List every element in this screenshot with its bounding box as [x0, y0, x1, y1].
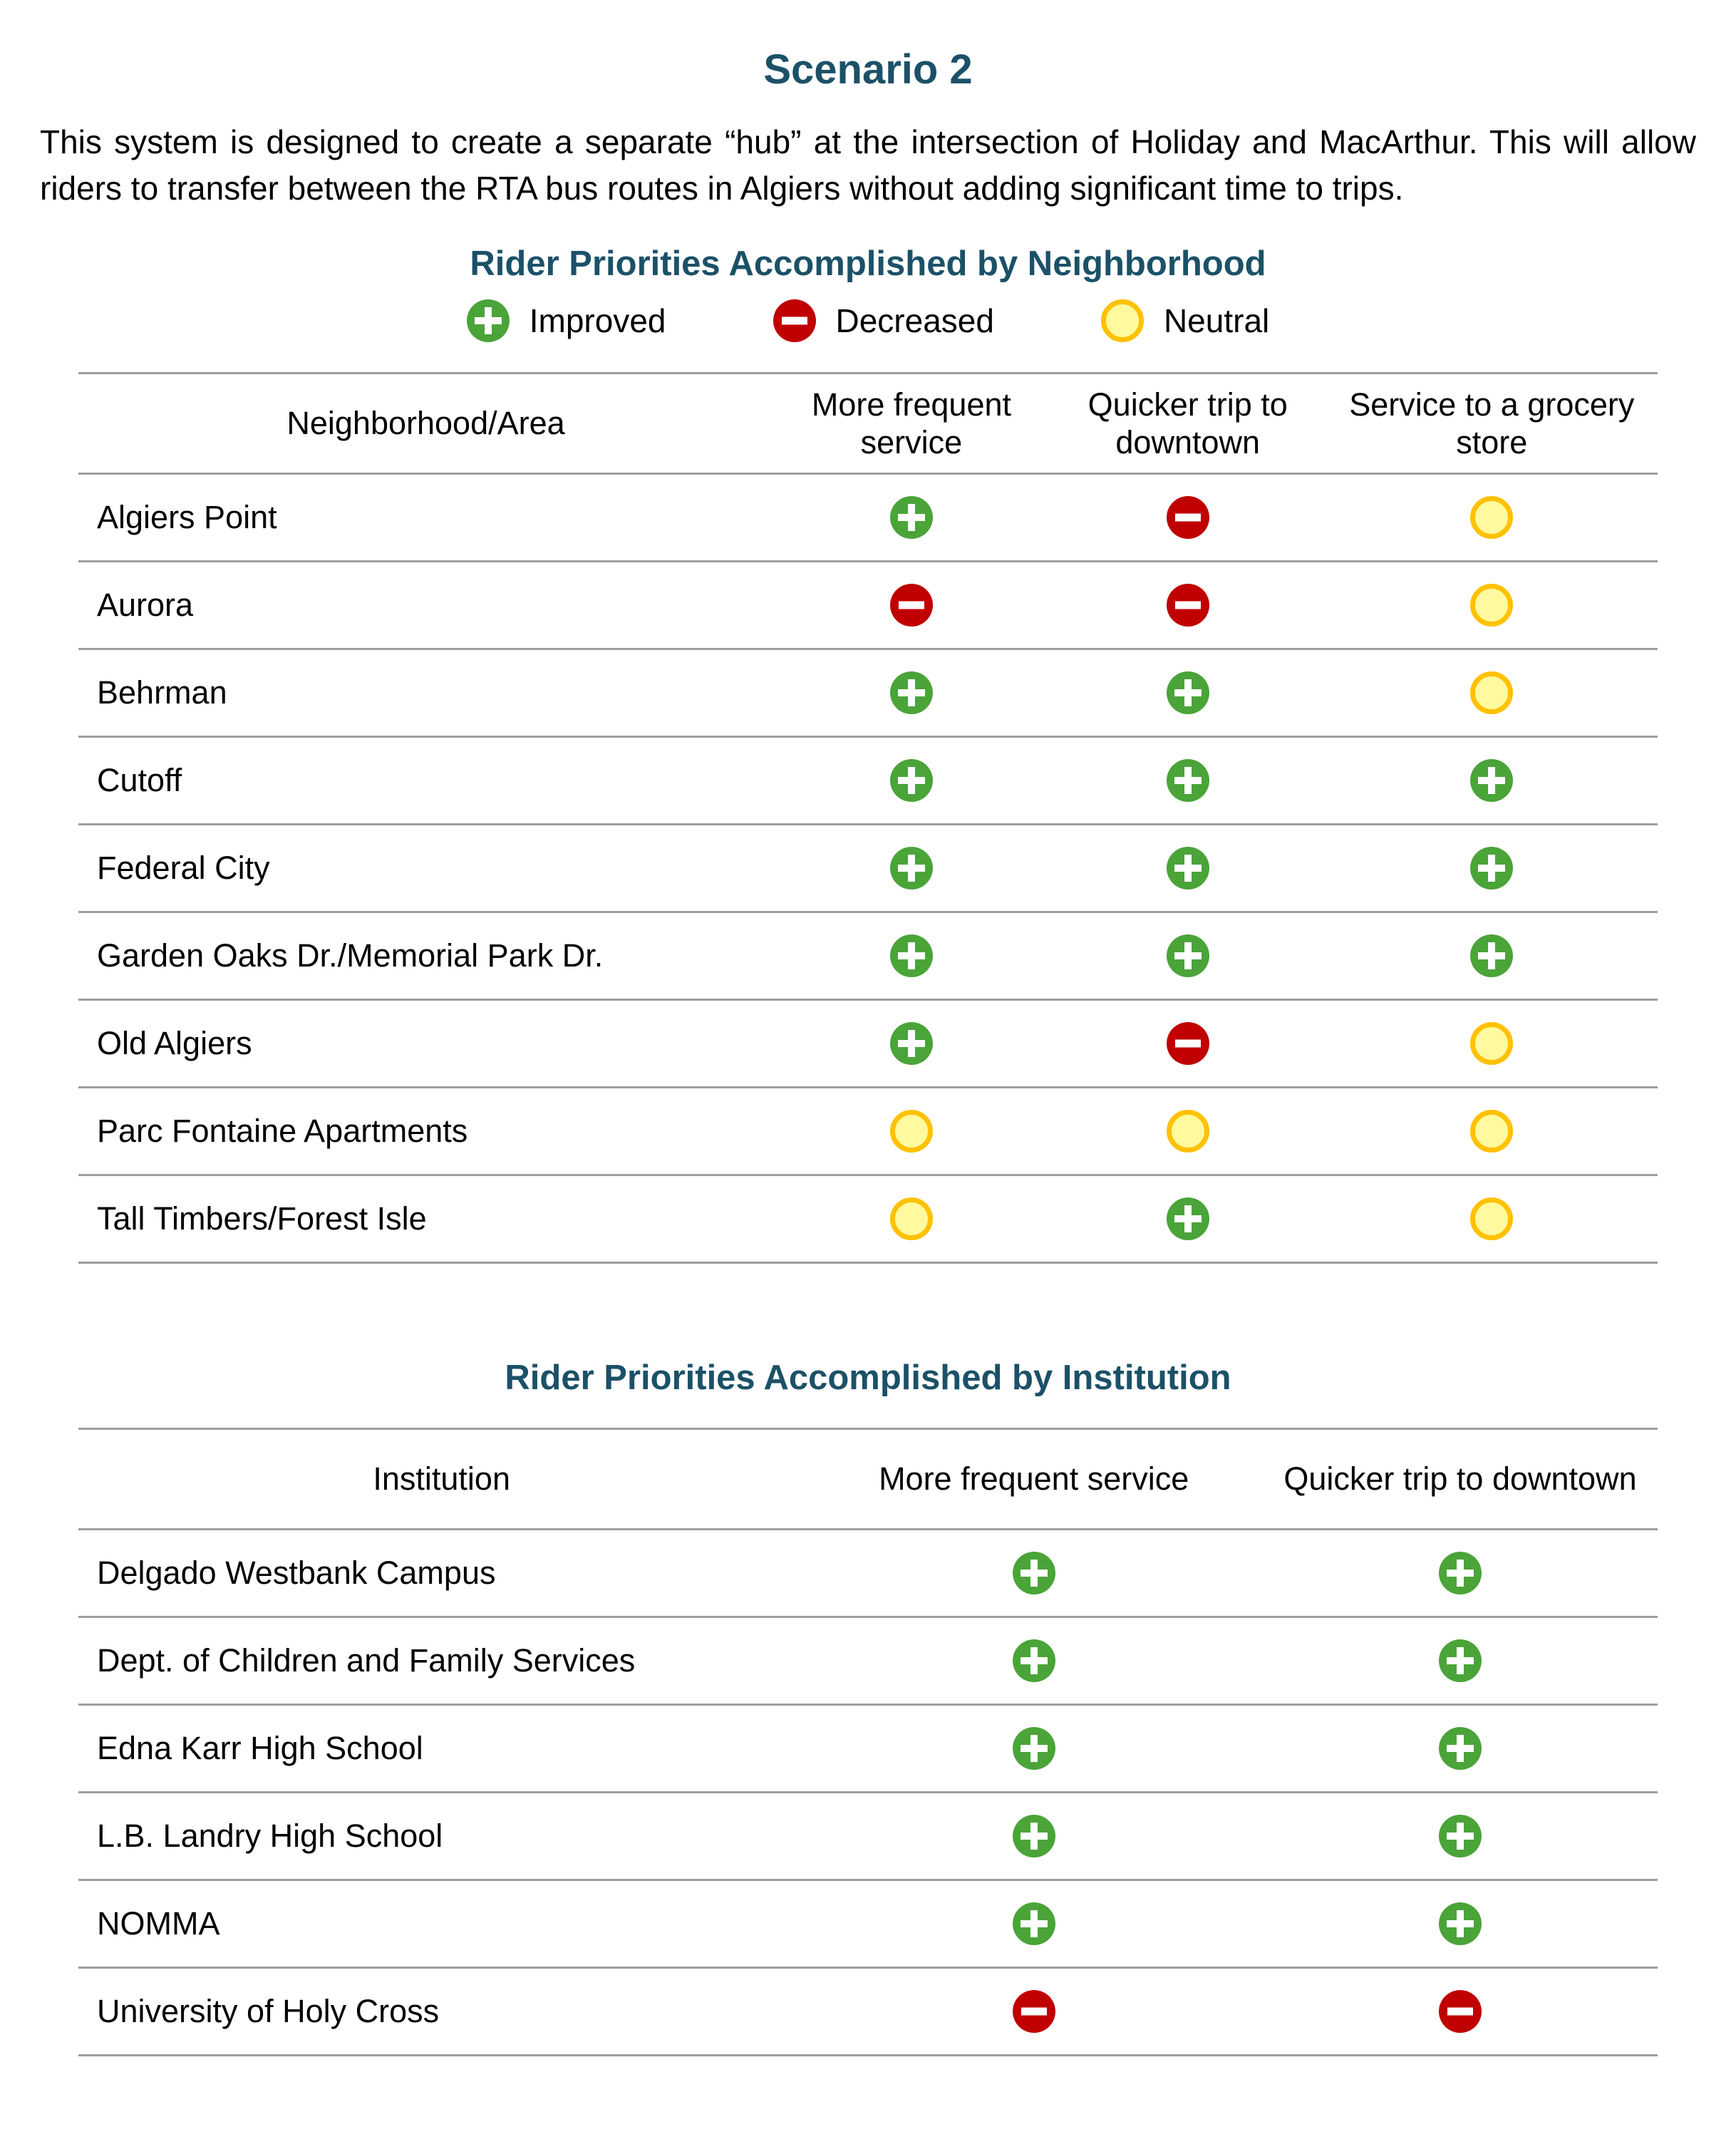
minus-circle-icon — [1167, 1022, 1209, 1065]
plus-circle-icon — [467, 299, 510, 342]
plus-circle-icon — [890, 671, 933, 714]
status-cell — [1050, 1087, 1326, 1175]
status-cell — [773, 649, 1050, 736]
status-cell — [1050, 561, 1326, 649]
plus-circle-icon — [1013, 1639, 1055, 1682]
row-label: Old Algiers — [78, 999, 773, 1087]
row-label: Delgado Westbank Campus — [78, 1529, 805, 1617]
row-label: Behrman — [78, 649, 773, 736]
status-cell — [1050, 473, 1326, 561]
plus-circle-icon — [1167, 847, 1209, 890]
status-cell — [1050, 912, 1326, 999]
status-cell — [1326, 1175, 1658, 1262]
plus-circle-icon — [1439, 1815, 1482, 1857]
status-cell — [1050, 824, 1326, 912]
status-cell — [805, 1529, 1263, 1617]
neutral-circle-icon — [890, 1110, 933, 1153]
intro-paragraph: This system is designed to create a separate “hub” at the intersection of Holiday and MacArthur. This will allow riders to transfer between the RTA bus routes in Algiers without adding significant time to trips. — [40, 123, 1696, 207]
status-cell — [1326, 824, 1658, 912]
legend — [0, 299, 1736, 342]
column-header-neighborhood: Neighborhood/Area — [78, 373, 773, 473]
column-header-institution: Institution — [78, 1428, 805, 1529]
column-header-quicker-trip: Quicker trip to downtown — [1050, 373, 1326, 473]
status-cell — [1326, 736, 1658, 824]
plus-circle-icon — [890, 1022, 933, 1065]
status-cell — [1050, 649, 1326, 736]
column-header-more-frequent-service: More frequent service — [773, 373, 1050, 473]
status-cell — [805, 1967, 1263, 2055]
legend-label-neutral: Neutral — [1163, 302, 1270, 339]
status-cell — [1263, 1704, 1658, 1792]
status-cell — [805, 1792, 1263, 1880]
status-cell — [773, 912, 1050, 999]
legend-item-neutral — [1101, 299, 1269, 342]
table-row — [78, 1967, 1658, 2055]
row-label: Algiers Point — [78, 473, 773, 561]
minus-circle-icon — [1167, 584, 1209, 627]
table-row — [78, 473, 1658, 561]
plus-circle-icon — [890, 934, 933, 977]
column-header-quicker-trip: Quicker trip to downtown — [1263, 1428, 1658, 1529]
table-row — [78, 1880, 1658, 1967]
status-cell — [1326, 561, 1658, 649]
plus-circle-icon — [890, 759, 933, 802]
neutral-circle-icon — [1470, 1110, 1513, 1153]
institution-table — [78, 1428, 1658, 2056]
plus-circle-icon — [1013, 1552, 1055, 1594]
neighborhood-header-row — [78, 373, 1658, 473]
status-cell — [1050, 1175, 1326, 1262]
status-cell — [1263, 1617, 1658, 1704]
status-cell — [773, 824, 1050, 912]
neutral-circle-icon — [890, 1197, 933, 1240]
column-header-more-frequent-service: More frequent service — [805, 1428, 1263, 1529]
institution-section-title: Rider Priorities Accomplished by Institution — [505, 1358, 1231, 1397]
table-row — [78, 736, 1658, 824]
table-row — [78, 912, 1658, 999]
status-cell — [773, 1087, 1050, 1175]
status-cell — [773, 736, 1050, 824]
minus-circle-icon — [1013, 1990, 1055, 2033]
status-cell — [1326, 473, 1658, 561]
plus-circle-icon — [1470, 847, 1513, 890]
row-label: Edna Karr High School — [78, 1704, 805, 1792]
row-label: Parc Fontaine Apartments — [78, 1087, 773, 1175]
plus-circle-icon — [1470, 759, 1513, 802]
legend-label-improved: Improved — [529, 302, 666, 339]
plus-circle-icon — [1167, 759, 1209, 802]
neutral-circle-icon — [1470, 671, 1513, 714]
table-row — [78, 1087, 1658, 1175]
status-cell — [1326, 912, 1658, 999]
neighborhood-table — [78, 372, 1658, 1264]
neighborhood-section-title: Rider Priorities Accomplished by Neighborhood — [470, 244, 1266, 283]
status-cell — [805, 1704, 1263, 1792]
plus-circle-icon — [1439, 1639, 1482, 1682]
plus-circle-icon — [1013, 1815, 1055, 1857]
legend-label-decreased: Decreased — [835, 302, 994, 339]
plus-circle-icon — [1470, 934, 1513, 977]
table-row — [78, 1175, 1658, 1262]
plus-circle-icon — [1013, 1902, 1055, 1945]
status-cell — [1263, 1880, 1658, 1967]
neutral-circle-icon — [1470, 584, 1513, 627]
status-cell — [773, 999, 1050, 1087]
neutral-circle-icon — [1470, 1022, 1513, 1065]
status-cell — [1263, 1529, 1658, 1617]
status-cell — [1263, 1967, 1658, 2055]
plus-circle-icon — [890, 496, 933, 539]
row-label: Dept. of Children and Family Services — [78, 1617, 805, 1704]
status-cell — [1050, 736, 1326, 824]
table-row — [78, 649, 1658, 736]
page-title: Scenario 2 — [763, 46, 973, 93]
plus-circle-icon — [1167, 671, 1209, 714]
neutral-circle-icon — [1470, 1197, 1513, 1240]
table-row — [78, 561, 1658, 649]
institution-header-row — [78, 1428, 1658, 1529]
minus-circle-icon — [1439, 1990, 1482, 2033]
status-cell — [1263, 1792, 1658, 1880]
plus-circle-icon — [1013, 1727, 1055, 1770]
table-row — [78, 824, 1658, 912]
plus-circle-icon — [1167, 934, 1209, 977]
minus-circle-icon — [1167, 496, 1209, 539]
table-row — [78, 1529, 1658, 1617]
table-row — [78, 999, 1658, 1087]
row-label: Tall Timbers/Forest Isle — [78, 1175, 773, 1262]
plus-circle-icon — [1167, 1197, 1209, 1240]
neutral-circle-icon — [1167, 1110, 1209, 1153]
row-label: University of Holy Cross — [78, 1967, 805, 2055]
legend-item-decreased — [773, 299, 994, 342]
plus-circle-icon — [1439, 1727, 1482, 1770]
status-cell — [1326, 1087, 1658, 1175]
row-label: L.B. Landry High School — [78, 1792, 805, 1880]
row-label: Federal City — [78, 824, 773, 912]
neutral-circle-icon — [1470, 496, 1513, 539]
row-label: NOMMA — [78, 1880, 805, 1967]
row-label: Garden Oaks Dr./Memorial Park Dr. — [78, 912, 773, 999]
row-label: Cutoff — [78, 736, 773, 824]
status-cell — [805, 1617, 1263, 1704]
status-cell — [1326, 649, 1658, 736]
status-cell — [805, 1880, 1263, 1967]
plus-circle-icon — [890, 847, 933, 890]
table-row — [78, 1704, 1658, 1792]
table-row — [78, 1792, 1658, 1880]
legend-item-improved — [467, 299, 666, 342]
status-cell — [773, 561, 1050, 649]
minus-circle-icon — [890, 584, 933, 627]
status-cell — [1050, 999, 1326, 1087]
status-cell — [773, 1175, 1050, 1262]
plus-circle-icon — [1439, 1902, 1482, 1945]
plus-circle-icon — [1439, 1552, 1482, 1594]
table-row — [78, 1617, 1658, 1704]
minus-circle-icon — [773, 299, 816, 342]
row-label: Aurora — [78, 561, 773, 649]
column-header-grocery: Service to a grocery store — [1326, 373, 1658, 473]
status-cell — [773, 473, 1050, 561]
neutral-circle-icon — [1101, 299, 1144, 342]
status-cell — [1326, 999, 1658, 1087]
